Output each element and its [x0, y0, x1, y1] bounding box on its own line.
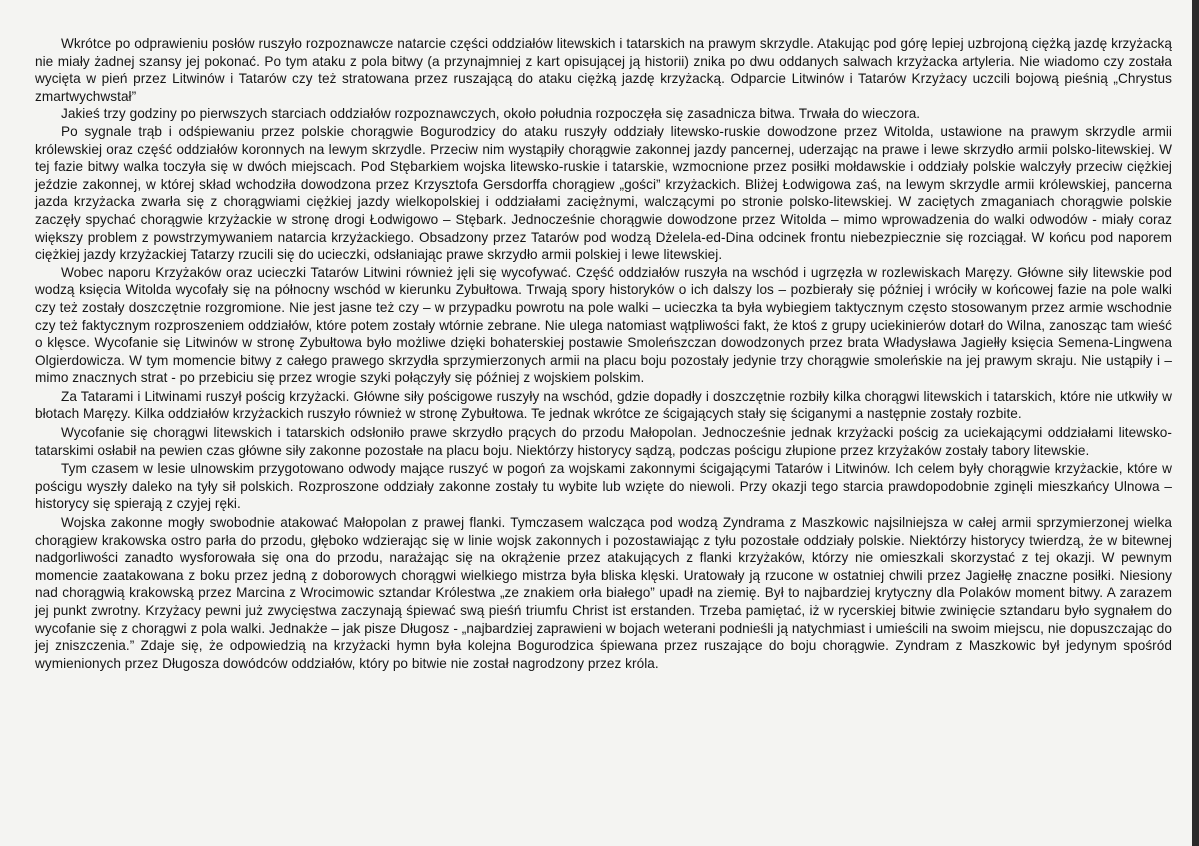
- scan-edge: [1192, 0, 1196, 846]
- paragraph-3: Po sygnale trąb i odśpiewaniu przez polskie chorągwie Bogurodzicy do ataku ruszyły oddziały litewsko-ruskie dowodzone przez Witolda, ustawione na prawym skrzydle armii królewskiej oraz część oddziałów koronnych na lewym skrzydle. Przeciw nim wystąpiły chorągwie zakonnej jazdy pancernej, uderzając na prawe i lewe skrzydło armii polsko-litewskiej. W tej fazie bitwy walka toczyła się w dwóch miejscach. Pod Stębarkiem wojska litewsko-ruskie i tatarskie, wzmocnione przez posiłki mołdawskie i oddziały polskie walczyły przeciw ciężkiej jeździe zakonnej, w której skład wchodziła dowodzona przez Krzysztofa Gersdorffa chorągiew „gości” krzyżackich. Bliżej Łodwigowa zaś, na lewym skrzydle armii królewskiej, pancerna jazda krzyżacka zwarła się z chorągwiami ciężkiej jazdy wielkopolskiej i oddziałami zaciężnymi, walczącymi po stronie polsko-litewskiej. W zaciętych zmaganiach chorągwie polskie zaczęły spychać chorągwie krzyżackie w stronę drogi Łodwigowo – Stębark. Jednocześnie chorągwie dowodzone przez Witolda – mimo wprowadzenia do walki odwodów - miały coraz większy problem z powstrzymywaniem natarcia krzyżackiego. Obsadzony przez Tatarów pod wodzą Dżelela-ed-Dina odcinek frontu niebezpiecznie się rozciągał. W końcu pod naporem ciężkiej jazdy krzyżackiej Tatarzy rzucili się do ucieczki, odsłaniając prawe skrzydło armii polskiej i lewe litewskiej.: [35, 123, 1172, 263]
- paragraph-1: Wkrótce po odprawieniu posłów ruszyło rozpoznawcze natarcie części oddziałów litewskich i tatarskich na prawym skrzydle. Atakując pod górę lepiej uzbrojoną ciężką jazdę krzyżacką nie miały żadnej szansy jej pokonać. Po tym ataku z pola bitwy (a przynajmniej z kart opisującej ją historii) znika po dwu oddanych salwach krzyżacka artyleria. Nie wiadomo czy została wycięta w pień przez Litwinów i Tatarów czy też stratowana przez ruszającą do ataku ciężką jazdę krzyżacką. Odparcie Litwinów i Tatarów Krzyżacy uczcili bojową pieśnią „Chrystus zmartwychwstał”: [35, 36, 1172, 104]
- article-text: [35, 35, 1172, 672]
- paragraph-5: Za Tatarami i Litwinami ruszył pościg krzyżacki. Główne siły pościgowe ruszyły na wschód, gdzie dopadły i doszczętnie rozbiły kilka chorągwi litewskich i tatarskich, które nie utkwiły w błotach Maręzy. Kilka oddziałów krzyżackich ruszyło również w stronę Zybułtowa. Te jednak wkrótce ze ścigających stały się ściganymi a następnie zostały rozbite.: [35, 388, 1172, 422]
- paragraph-6: Wycofanie się chorągwi litewskich i tatarskich odsłoniło prawe skrzydło prących do przodu Małopolan. Jednocześnie jednak krzyżacki pościg za uciekającymi oddziałami litewsko-tatarskimi osłabił na pewien czas główne siły zakonne pozostałe na placu boju. Niektórzy historycy sądzą, podczas pościgu złupione przez krzyżaków zostały tabory litewskie.: [35, 425, 1172, 458]
- paragraph-8: Wojska zakonne mogły swobodnie atakować Małopolan z prawej flanki. Tymczasem walcząca pod wodzą Zyndrama z Maszkowic najsilniejsza w całej armii sprzymierzonej wielka chorągiew krakowska ostro parła do przodu, głęboko wdzierając się w linie wojsk zakonnych i pozostawiając z tyłu pozostałe oddziały polskie. Niektórzy historycy twierdzą, że w bitewnej nadgorliwości zanadto wysforowała się ona do przodu, narażając się na okrążenie przez atakujących z flanki krzyżaków, którzy nie omieszkali skorzystać z tej okazji. W pewnym momencie zaatakowana z boku przez jedną z doborowych chorągwi wielkiego mistrza była bliska klęski. Uratowały ją rzucone w ostatniej chwili przez Jagiełłę znaczne posiłki. Niesiony nad chorągwią krakowską przez Marcina z Wrocimowic sztandar Królestwa „ze znakiem orła białego” upadł na ziemię. Był to najbardziej krytyczny dla Polaków moment bitwy. A zarazem jej punkt zwrotny. Krzyżacy pewni już zwycięstwa zaczynają śpiewać swą pieśń triumfu Christ ist erstanden. Trzeba pamiętać, iż w rycerskiej bitwie zwinięcie sztandaru było sygnałem do wycofanie się z chorągwi z pola walki. Jednakże – jak pisze Długosz - „najbardziej zaprawieni w bojach weterani podnieśli ją natychmiast i umieścili na swoim miejscu, nie dopuszczając do jej zniszczenia.” Zdaje się, że odpowiedzią na krzyżacki hymn była kolejna Bogurodzica śpiewana przez ruszające do boju chorągwie. Zyndram z Maszkowic był jedynym spośród wymienionych przez Długosza dowódców oddziałów, który po bitwie nie został nagrodzony przez króla.: [35, 515, 1172, 671]
- paragraph-7: Tym czasem w lesie ulnowskim przygotowano odwody mające ruszyć w pogoń za wojskami zakonnymi ścigającymi Tatarów i Litwinów. Ich celem były chorągwie krzyżackie, które w pościgu wyszły daleko na tyły sił polskich. Rozproszone oddziały zakonne zostały tu wybite lub wzięte do niewoli. Przy okazji tego starcia prawdopodobnie zginęli mieszkańcy Ulnowa – historycy się spierają z czyjej ręki.: [35, 461, 1172, 512]
- paragraph-4: Wobec naporu Krzyżaków oraz ucieczki Tatarów Litwini również jęli się wycofywać. Część oddziałów ruszyła na wschód i ugrzęzła w rozlewiskach Maręzy. Główne siły litewskie pod wodzą księcia Witolda wycofały się na północny wschód w kierunku Zybułtowa. Trwają spory historyków o ich dalszy los – pozbierały się później i wróciły w końcowej fazie na pole walki czy też zostały doszczętnie rozgromione. Nie jest jasne też czy – w przypadku powrotu na pole walki – ucieczka ta była wybiegiem taktycznym często stosowanym przez armie wschodnie czy też faktycznym rozproszeniem oddziałów, które potem zostały wtórnie zebrane. Nie ulega natomiast wątpliwości fakt, że ktoś z grupy uciekinierów dotarł do Wilna, zanosząc tam wieść o klęsce. Wycofanie się Litwinów w stronę Zybułtowa było możliwe dzięki bohaterskiej postawie Smoleńszczan dowodzonych przez brata Władysława Jagiełły księcia Semena-Lingwena Olgierdowicza. W tym momencie bitwy z całego prawego skrzydła sprzymierzonych armii na placu boju pozostały jedynie trzy chorągwie smoleńskie na jej prawym skraju. Nie ustąpiły i –mimo znacznych strat - po przebiciu się przez wrogie szyki połączyły się później z wojskiem polskim.: [35, 264, 1172, 386]
- paragraph-2: Jakieś trzy godziny po pierwszych starciach oddziałów rozpoznawczych, około południa rozpoczęła się zasadnicza bitwa. Trwała do wieczora.: [61, 106, 921, 122]
